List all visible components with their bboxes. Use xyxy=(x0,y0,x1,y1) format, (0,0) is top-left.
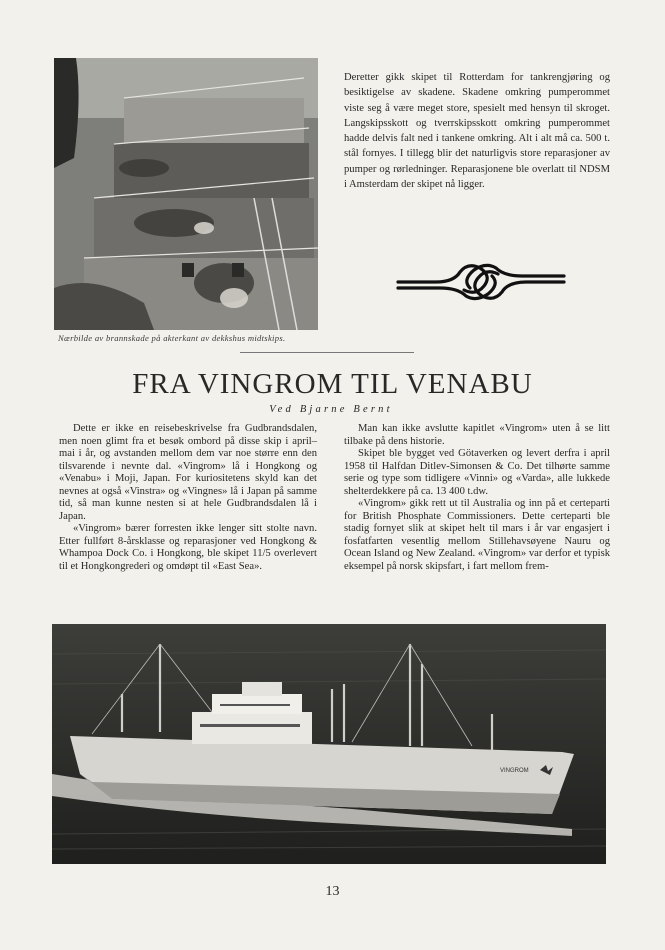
left-paragraph-2: «Vingrom» bærer forresten ikke lenger sitt stolte navn. Etter fullført 8-årsklasse og reparasjoner ved Hongkong & Whampoa Dock Co. i Hongkong, ble skipet 11/5 overlevert til et Hongkongrederi og omdøpt til «East Sea». xyxy=(59,523,317,572)
ship-photo xyxy=(52,624,606,864)
title-rule xyxy=(240,352,414,353)
intro-paragraph xyxy=(344,70,610,192)
page-number: 13 xyxy=(325,884,340,899)
fire-damage-photo xyxy=(54,58,318,330)
article-left-column xyxy=(59,423,317,573)
right-paragraph-1: Man kan ikke avslutte kapitlet «Vingrom» uten å se litt tilbake på dens historie. xyxy=(344,423,610,447)
right-paragraph-2: Skipet ble bygget ved Götaverken og levert derfra i april 1958 til Halfdan Ditlev-Simonsen & Co. Det tilhørte samme serie og type som tidligere «Vinni» og «Varda», alle lukkede shelterdekkere på ca. 13 400 t.dw. xyxy=(344,448,610,497)
hull-name: VINGROM xyxy=(500,768,529,774)
left-paragraph-1: Dette er ikke en reisebeskrivelse fra Gudbrandsdalen, men noen glimt fra et besøk ombord på disse skip i april–mai i år, og avstanden mellom dem var noe større enn den tilsvarende i nevnte dal. «Vingrom» lå i Hongkong og «Venabu» i Moji, Japan. For kuriositetens skyld kan det nevnes at også «Vinstra» og «Vingnes» lå i Japan på samme tid, så man kunne nesten si at hele Gudbrandsdalen lå i Japan. xyxy=(59,423,317,522)
article-right-column xyxy=(344,423,610,573)
article-byline: Ved Bjarne Bernt xyxy=(269,404,393,415)
right-paragraph-3: «Vingrom» gikk rett ut til Australia og inn på et certeparti for British Phosphate Commissioners. Dette certeparti ble stadig fornyet slik at skipet helt til mars i år var engasjert i fosfatfarten vesentlig mellom Stillehavsøyene Nauru og Ocean Island og New Zealand. «Vingrom» var derfor et typisk eksempel på norsk skipsfart, i fart mellom frem- xyxy=(344,498,610,572)
photo-caption: Nærbilde av brannskade på akterkant av dekkshus midtskips. xyxy=(58,333,286,343)
reef-knot-icon xyxy=(396,262,566,302)
intro-text: Deretter gikk skipet til Rotterdam for tankrengjøring og besiktigelse av skadene. Skadene omkring pumperommet viste seg å være meget store, spesielt med hensyn til skroget. Langskipsskott og tverrskipsskott omkring pumperommet hadde delvis falt ned i tankene omkring. Alt i alt må ca. 500 t. stål fornyes. I tillegg blir det naturligvis store reparasjoner av pumper og rørledninger. Reparasjonene ble overlatt til NDSM i Amsterdam der skipet nå ligger. xyxy=(344,72,610,191)
article-title: FRA VINGROM TIL VENABU xyxy=(132,368,533,400)
